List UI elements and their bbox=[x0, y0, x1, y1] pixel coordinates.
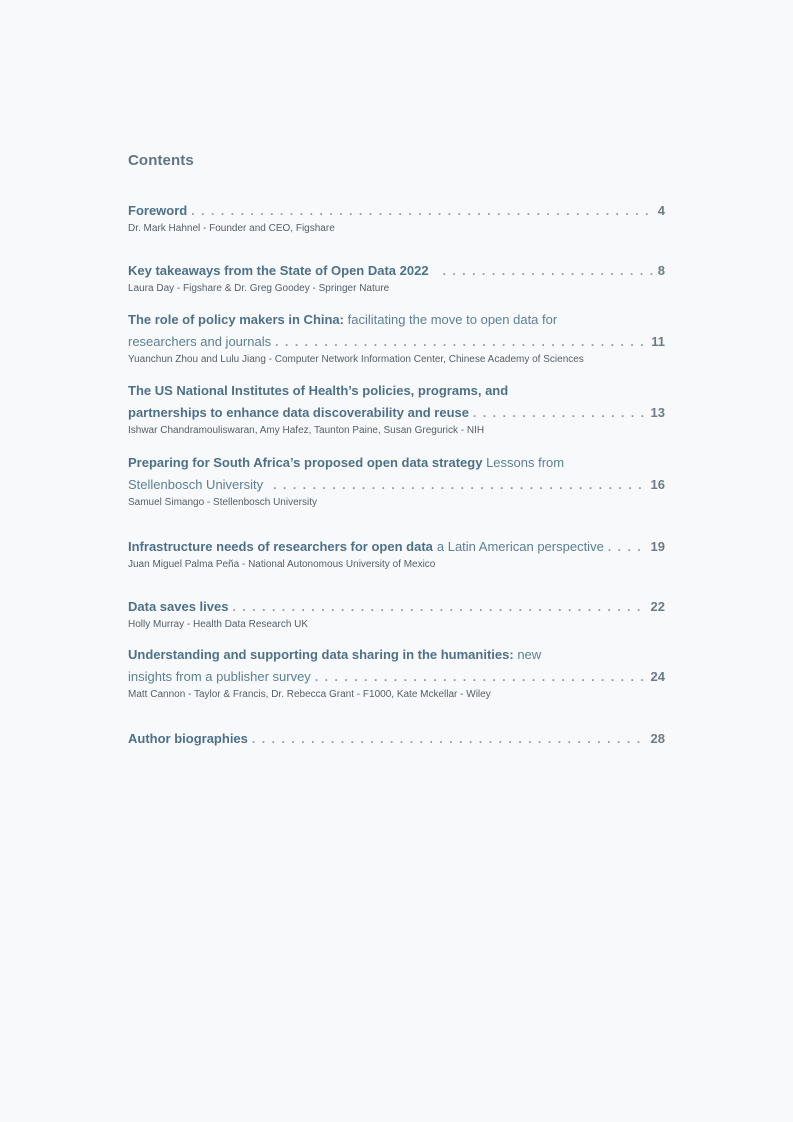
toc-title[interactable]: The role of policy makers in China: bbox=[128, 312, 344, 327]
toc-author: Holly Murray - Health Data Research UK bbox=[128, 619, 309, 630]
toc-title[interactable]: Preparing for South Africa’s proposed open data strategy bbox=[128, 455, 483, 470]
toc-author: Matt Cannon - Taylor & Francis, Dr. Rebecca Grant - F1000, Kate Mckellar - Wiley bbox=[128, 689, 491, 700]
toc-subtitle: a Latin American perspective bbox=[436, 539, 604, 554]
toc-page-number: 8 bbox=[657, 263, 665, 278]
toc-author: Yuanchun Zhou and Lulu Jiang - Computer Network Information Center, Chinese Academy of Sciences bbox=[128, 354, 584, 365]
toc-entry-foreword[interactable] bbox=[128, 200, 665, 235]
toc-entry-latin-america[interactable] bbox=[128, 536, 665, 571]
toc-author: Juan Miguel Palma Peña - National Autonomous University of Mexico bbox=[128, 559, 436, 570]
toc-author: Dr. Mark Hahnel - Founder and CEO, Figshare bbox=[128, 223, 335, 234]
toc-entry-south-africa[interactable] bbox=[128, 452, 665, 509]
toc-page-number: 19 bbox=[650, 539, 665, 554]
toc-subtitle: insights from a publisher survey bbox=[128, 669, 311, 684]
dot-leader bbox=[232, 596, 646, 618]
toc-subtitle: researchers and journals bbox=[128, 334, 272, 349]
toc-subtitle: new bbox=[517, 647, 542, 662]
dot-leader bbox=[275, 331, 647, 353]
toc-entry-key-takeaways[interactable] bbox=[128, 260, 665, 295]
toc-title[interactable]: Foreword bbox=[128, 203, 188, 218]
toc-page-number: 16 bbox=[650, 477, 665, 492]
dot-leader bbox=[608, 536, 647, 558]
toc-entry-nih[interactable] bbox=[128, 380, 665, 437]
toc-author: Laura Day - Figshare & Dr. Greg Goodey - Springer Nature bbox=[128, 283, 390, 294]
toc-page-number: 24 bbox=[650, 669, 665, 684]
dot-leader bbox=[191, 200, 654, 222]
dot-leader bbox=[443, 260, 654, 282]
toc-subtitle: Lessons from bbox=[486, 455, 565, 470]
toc-page-number: 11 bbox=[651, 334, 665, 349]
toc-title[interactable]: Key takeaways from the State of Open Data 2022 bbox=[128, 263, 429, 278]
toc-title[interactable]: The US National Institutes of Health’s policies, programs, and bbox=[128, 383, 509, 398]
toc-entry-author-biographies[interactable] bbox=[128, 728, 665, 750]
contents-heading: Contents bbox=[128, 152, 194, 169]
toc-page-number: 22 bbox=[650, 599, 665, 614]
toc-title[interactable]: Author biographies bbox=[128, 731, 248, 746]
toc-title[interactable]: Infrastructure needs of researchers for open data bbox=[128, 539, 433, 554]
toc-subtitle: facilitating the move to open data for bbox=[347, 312, 558, 327]
toc-entry-humanities[interactable] bbox=[128, 644, 665, 701]
toc-page-number: 4 bbox=[657, 203, 665, 218]
dot-leader bbox=[315, 666, 647, 688]
toc-entry-policy-makers-china[interactable] bbox=[128, 309, 665, 366]
toc-page-number: 13 bbox=[650, 405, 665, 420]
toc-author: Samuel Simango - Stellenbosch University bbox=[128, 497, 317, 508]
toc-title[interactable]: partnerships to enhance data discoverability and reuse bbox=[128, 405, 469, 420]
toc-title[interactable]: Understanding and supporting data sharing in the humanities: bbox=[128, 647, 514, 662]
toc-title[interactable]: Data saves lives bbox=[128, 599, 229, 614]
toc-subtitle: Stellenbosch University bbox=[128, 477, 264, 492]
dot-leader bbox=[252, 728, 647, 750]
dot-leader bbox=[473, 402, 647, 424]
toc-entry-data-saves-lives[interactable] bbox=[128, 596, 665, 631]
toc-page-number: 28 bbox=[650, 731, 665, 746]
toc-author: Ishwar Chandramouliswaran, Amy Hafez, Taunton Paine, Susan Gregurick - NIH bbox=[128, 425, 485, 436]
dot-leader bbox=[273, 474, 646, 496]
